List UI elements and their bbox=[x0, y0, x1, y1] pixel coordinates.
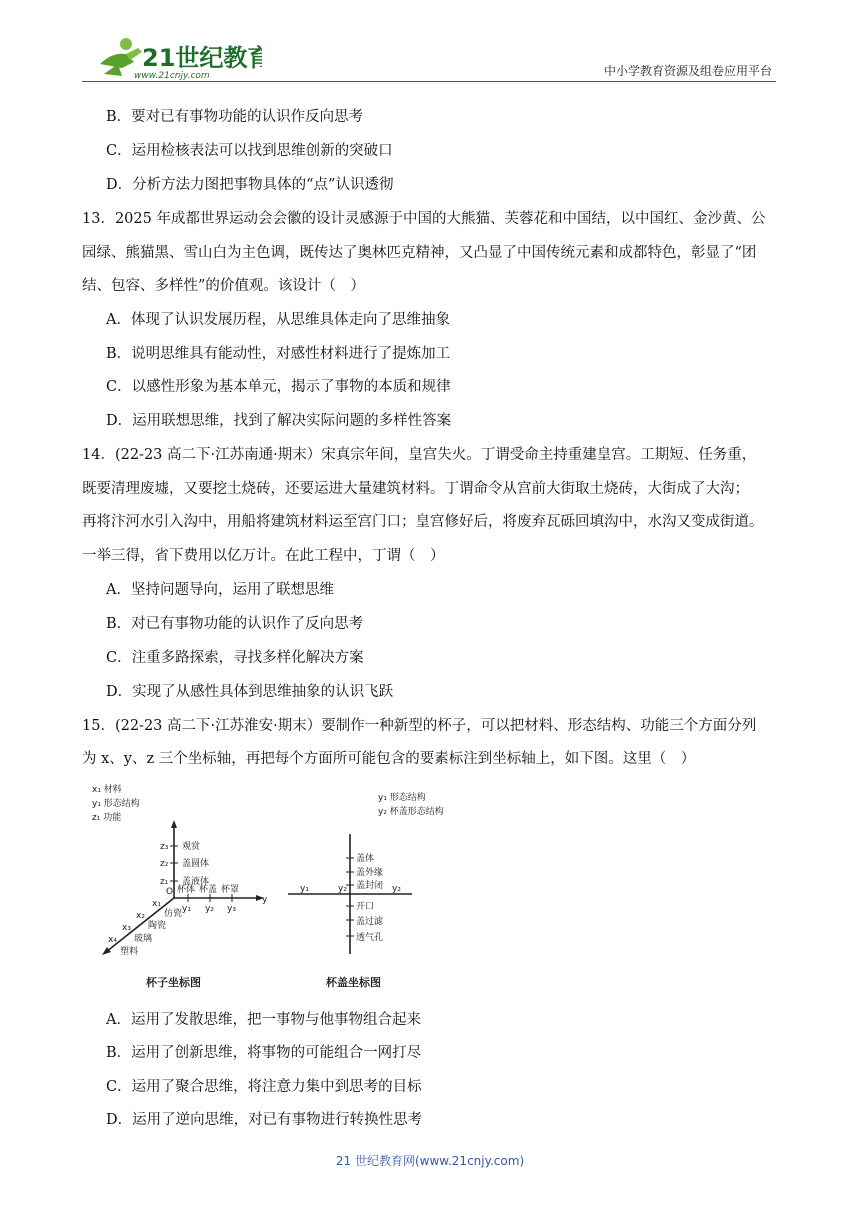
left-caption: 杯子坐标图 bbox=[146, 976, 201, 989]
q13-option-b: B．说明思维具有能动性，对感性材料进行了提炼加工 bbox=[106, 346, 451, 362]
x1-tick: x₁ bbox=[152, 899, 161, 909]
q14-option-a: A．坚持问题导向，运用了联想思维 bbox=[106, 582, 334, 598]
x-label-plastic: 塑料 bbox=[120, 947, 139, 957]
q13-option-a: A．体现了认识发展历程，从思维具体走向了思维抽象 bbox=[106, 312, 450, 328]
origin-label: O bbox=[166, 887, 174, 897]
q15-option-b: B．运用了创新思维，将事物的可能组合一网打尽 bbox=[106, 1045, 422, 1061]
q12-option-c: C．运用检核表法可以找到思维创新的突破口 bbox=[106, 143, 393, 159]
q14-stem-line-1: 14．(22-23 高二下·江苏南通·期末）宋真宗年间，皇宫失火。丁谓受命主持重建皇宫。工期短、任务重， bbox=[82, 447, 757, 463]
y-label-cover: 杯罩 bbox=[221, 885, 240, 895]
x-label-glass: 玻璃 bbox=[134, 934, 153, 944]
lid-down-vent: 透气孔 bbox=[356, 933, 384, 943]
z1-tick: z₁ bbox=[160, 877, 169, 887]
y-label-body: 杯体 bbox=[177, 885, 196, 895]
lid-up-closed: 盖封闭 bbox=[356, 881, 384, 891]
svg-text:21世纪教育: 21世纪教育 bbox=[142, 44, 262, 72]
q12-option-b: B．要对已有事物功能的认识作反向思考 bbox=[106, 109, 364, 125]
left-legend-1: x₁ 材料 bbox=[92, 785, 122, 795]
q14-option-d: D．实现了从感性具体到思维抽象的认识飞跃 bbox=[106, 684, 394, 700]
q15-option-d: D．运用了逆向思维，对已有事物进行转换性思考 bbox=[106, 1112, 423, 1128]
lid-down-filter: 盖过滤 bbox=[356, 917, 384, 927]
q13-option-c: C．以感性形象为基本单元，揭示了事物的本质和规律 bbox=[106, 379, 451, 395]
left-legend-2: y₁ 形态结构 bbox=[92, 799, 140, 809]
y2-tick: y₂ bbox=[205, 904, 214, 914]
header-platform-text: 中小学教育资源及组卷应用平台 bbox=[603, 64, 772, 78]
x3-tick: x₃ bbox=[122, 923, 131, 933]
right-legend-2: y₂ 杯盖形态结构 bbox=[378, 807, 444, 817]
q15-stem-line-2: 为 x、y、z 三个坐标轴，再把每个方面所可能包含的要素标注到坐标轴上，如下图。这里（ ） bbox=[82, 751, 696, 767]
cup-coordinate-diagrams bbox=[82, 776, 502, 992]
lid-right-tick: y₂ bbox=[392, 884, 401, 894]
lid-up-rim: 盖外缘 bbox=[356, 868, 384, 878]
x-label-imitation-porcelain: 仿瓷 bbox=[164, 909, 183, 919]
header-divider bbox=[82, 81, 776, 82]
x-label-ceramic: 陶瓷 bbox=[148, 921, 167, 931]
right-legend-1: y₁ 形态结构 bbox=[378, 793, 426, 803]
x4-tick: x₄ bbox=[108, 935, 117, 945]
q15-option-c: C．运用了聚合思维，将注意力集中到思考的目标 bbox=[106, 1079, 422, 1095]
q13-stem-line-1: 13．2025 年成都世界运动会会徽的设计灵感源于中国的大熊猫、芙蓉花和中国结，以中国红、金沙黄、公 bbox=[82, 211, 766, 227]
q14-stem-line-4: 一举三得，省下费用以亿万计。在此工程中，丁谓（ ） bbox=[82, 548, 445, 564]
lid-down-opening: 开口 bbox=[356, 902, 375, 912]
q15-stem-line-1: 15．(22-23 高二下·江苏淮安·期末）要制作一种新型的杯子，可以把材料、形态结构、功能三个方面分列 bbox=[82, 718, 757, 734]
q15-option-a: A．运用了发散思维，把一事物与他事物组合起来 bbox=[106, 1012, 421, 1028]
z-label-lid-liquid: 盖液体 bbox=[182, 877, 210, 887]
q12-option-d: D．分析方法力图把事物具体的“点”认识透彻 bbox=[106, 177, 394, 193]
cup-coordinate-chart bbox=[92, 783, 268, 989]
right-caption: 杯盖坐标图 bbox=[326, 976, 381, 989]
q13-stem-line-2: 园绿、熊猫黑、雪山白为主色调，既传达了奥林匹克精神，又凸显了中国传统元素和成都特色，彰显了“团 bbox=[82, 245, 757, 261]
lid-center-tick: y₂ bbox=[338, 884, 347, 894]
y-label-lid: 杯盖 bbox=[199, 885, 218, 895]
y3-tick: y₃ bbox=[227, 904, 236, 914]
site-logo bbox=[82, 34, 262, 84]
z-label-view: 观赏 bbox=[182, 842, 201, 852]
coordinate-figure bbox=[82, 776, 502, 992]
q14-stem-line-3: 再将汴河水引入沟中，用船将建筑材料运至宫门口；皇宫修好后，将废弃瓦砾回填沟中，水沟又变成街道。 bbox=[82, 514, 764, 530]
x2-tick: x₂ bbox=[136, 911, 145, 921]
z3-tick: z₃ bbox=[160, 842, 169, 852]
q13-option-d: D．运用联想思维，找到了解决实际问题的多样性答案 bbox=[106, 413, 452, 429]
q14-option-c: C．注重多路探索，寻找多样化解决方案 bbox=[106, 650, 364, 666]
q14-stem-line-2: 既要清理废墟，又要挖土烧砖，还要运进大量建筑材料。丁谓命令从宫前大街取土烧砖，大街成了大沟； bbox=[82, 481, 749, 497]
runner-logo-icon bbox=[82, 34, 262, 84]
z2-tick: z₂ bbox=[160, 859, 169, 869]
q14-option-b: B．对已有事物功能的认识作了反向思考 bbox=[106, 616, 364, 632]
lid-left-tick: y₁ bbox=[300, 884, 309, 894]
y1-tick: y₁ bbox=[182, 904, 191, 914]
q13-stem-line-3: 结、包容、多样性”的价值观。该设计（ ） bbox=[82, 278, 365, 294]
footer-source: 21 世纪教育网(www.21cnjy.com) bbox=[335, 1154, 525, 1168]
left-legend-3: z₁ 功能 bbox=[92, 813, 122, 823]
lid-up-body: 盖体 bbox=[356, 854, 375, 864]
y-axis-label: y bbox=[262, 895, 268, 905]
svg-text:www.21cnjy.com: www.21cnjy.com bbox=[134, 71, 210, 81]
lid-coordinate-chart bbox=[288, 791, 444, 989]
z-label-lid-round: 盖圆体 bbox=[182, 859, 210, 869]
